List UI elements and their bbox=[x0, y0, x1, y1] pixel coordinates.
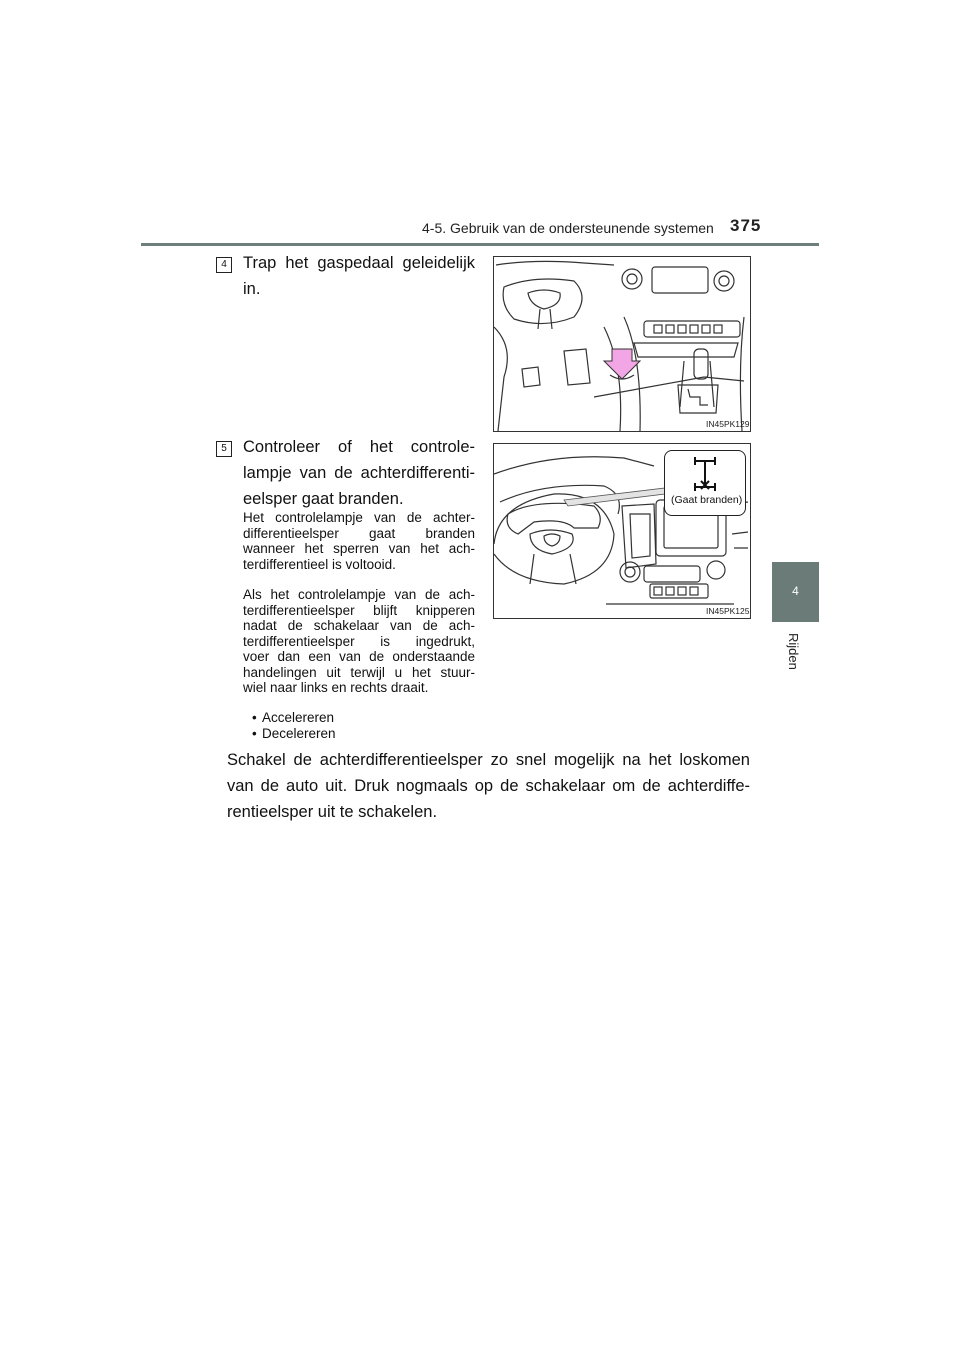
step-text bbox=[243, 250, 475, 302]
step-badge: 4 bbox=[216, 257, 232, 273]
rear-diff-lock-indicator-icon bbox=[665, 451, 745, 495]
note-line: wanneer het sperren van het ach- bbox=[243, 541, 475, 556]
note-line: differentieelsper gaat branden bbox=[243, 525, 475, 541]
note-line: wiel naar links en rechts draait. bbox=[243, 680, 429, 695]
step-text-line: Trap het gaspedaal geleidelijk bbox=[243, 254, 475, 272]
bullet-list bbox=[252, 710, 336, 741]
list-item: • Decelereren bbox=[252, 725, 336, 741]
figure-code: IN45PK125 bbox=[706, 606, 750, 616]
pedal-illustration bbox=[494, 257, 750, 431]
note-line: terdifferentieelsper is ingedrukt, bbox=[243, 633, 475, 649]
figure-accelerator-pedal bbox=[493, 256, 751, 432]
note-line: terdifferentieelsper blijft knipperen bbox=[243, 602, 475, 618]
note-line: handelingen uit terwijl u het stuur- bbox=[243, 664, 475, 680]
body-paragraph bbox=[227, 747, 750, 825]
chapter-tab bbox=[772, 562, 819, 622]
body-line: van de auto uit. Druk nogmaals op de schakelaar om de achterdiffe- bbox=[227, 777, 750, 795]
note-line: nadat de schakelaar van de ach- bbox=[243, 618, 475, 633]
section-title: 4-5. Gebruik van de ondersteunende systemen bbox=[422, 220, 714, 236]
step-text-line: eelsper gaat branden. bbox=[243, 490, 404, 508]
callout-label: (Gaat branden) bbox=[671, 494, 743, 506]
step-text-line: lampje van de achterdifferenti- bbox=[243, 464, 475, 482]
list-item: • Accelereren bbox=[252, 710, 335, 725]
note-line: voer dan een van de onderstaande bbox=[243, 649, 475, 664]
step-text-line: in. bbox=[243, 280, 261, 298]
note-line: Als het controlelampje van de ach- bbox=[243, 587, 475, 602]
chapter-number: 4 bbox=[792, 584, 799, 598]
header-divider bbox=[141, 243, 819, 246]
note-line: Het controlelampje van de achter- bbox=[243, 510, 475, 525]
note-paragraph bbox=[243, 587, 475, 696]
step-badge: 5 bbox=[216, 441, 232, 457]
chapter-label: Rijden bbox=[786, 633, 801, 670]
page-number: 375 bbox=[730, 216, 762, 235]
body-line: Schakel de achterdifferentieelsper zo snel mogelijk na het loskomen bbox=[227, 751, 750, 769]
note-paragraph bbox=[243, 510, 475, 572]
figure-code: IN45PK129 bbox=[706, 419, 750, 429]
step-text-line: Controleer of het controle- bbox=[243, 438, 475, 456]
step-text bbox=[243, 434, 475, 512]
note-line: terdifferentieel is voltooid. bbox=[243, 556, 396, 572]
body-line: rentieelsper uit te schakelen. bbox=[227, 803, 438, 821]
indicator-callout bbox=[664, 450, 746, 516]
